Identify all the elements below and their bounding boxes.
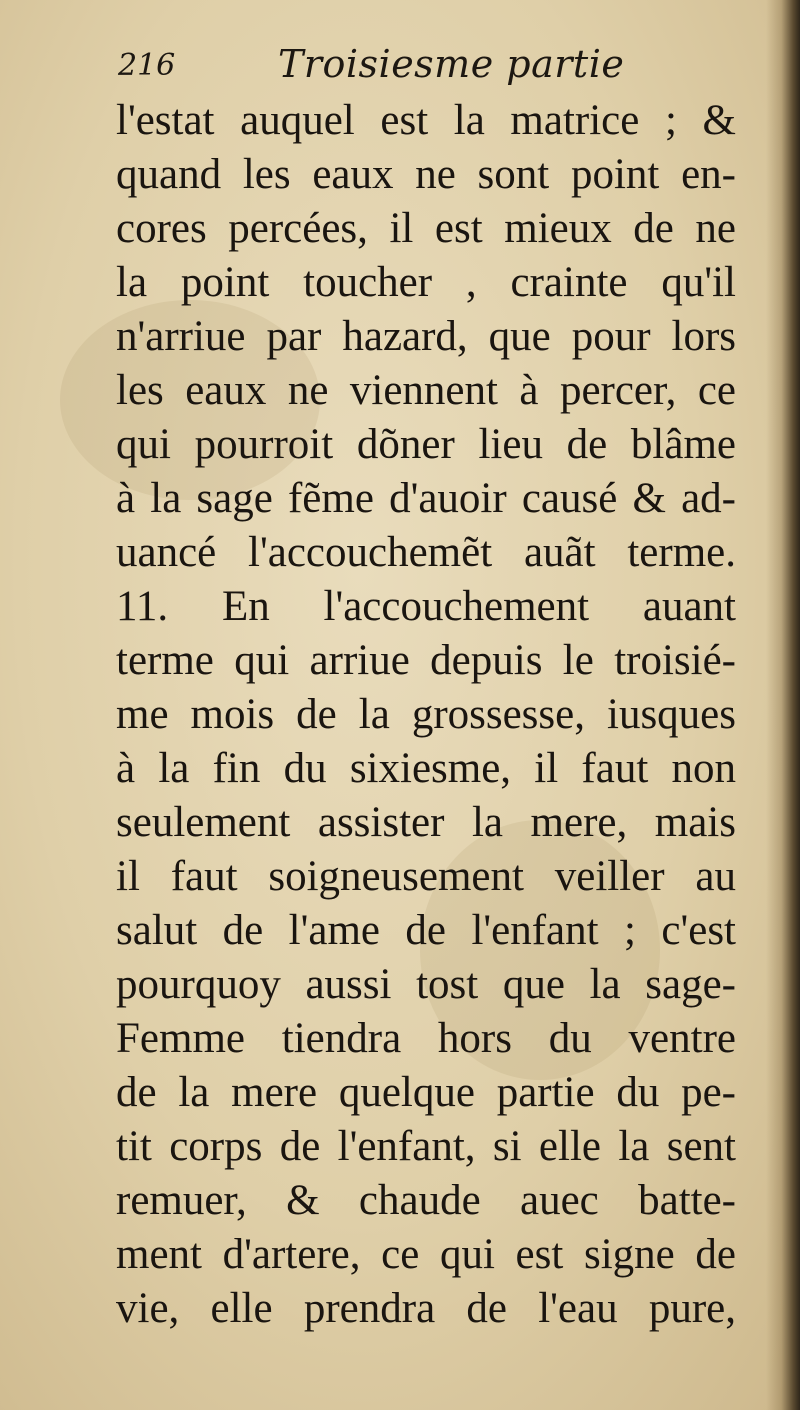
text-line: uancé l'accouchemẽt auãt terme. — [116, 529, 736, 576]
text-line: à la sage fẽme d'auoir causé & ad- — [116, 475, 736, 522]
text-line: la point toucher , crainte qu'il — [116, 259, 736, 306]
text-line: il faut soigneusement veiller au — [116, 853, 736, 900]
page-gutter-shadow — [766, 0, 800, 1410]
text-line: n'arriue par hazard, que pour lors — [116, 313, 736, 360]
body-text — [116, 94, 736, 1336]
page-number: 216 — [118, 48, 176, 83]
text-line: seulement assister la mere, mais — [116, 799, 736, 846]
text-line: qui pourroit dõner lieu de blâme — [116, 421, 736, 468]
text-line: de la mere quelque partie du pe- — [116, 1069, 736, 1116]
text-line: cores percées, il est mieux de ne — [116, 205, 736, 252]
text-line: les eaux ne viennent à percer, ce — [116, 367, 736, 414]
text-line: salut de l'ame de l'enfant ; c'est — [116, 907, 736, 954]
text-line: tit corps de l'enfant, si elle la sent — [116, 1123, 736, 1170]
text-line: à la fin du sixiesme, il faut non — [116, 745, 736, 792]
text-line: pourquoy aussi tost que la sage- — [116, 961, 736, 1008]
running-head: Troisiesme partie — [278, 42, 625, 86]
text-line: remuer, & chaude auec batte- — [116, 1177, 736, 1224]
text-line: quand les eaux ne sont point en- — [116, 151, 736, 198]
text-line: Femme tiendra hors du ventre — [116, 1015, 736, 1062]
text-line: vie, elle prendra de l'eau pure, — [116, 1285, 736, 1332]
text-line: me mois de la grossesse, iusques — [116, 691, 736, 738]
text-line: terme qui arriue depuis le troisié- — [116, 637, 736, 684]
page-header — [118, 42, 718, 92]
text-line: ment d'artere, ce qui est signe de — [116, 1231, 736, 1278]
text-line: 11. En l'accouchement auant — [116, 583, 736, 630]
text-line: l'estat auquel est la matrice ; & — [116, 97, 736, 144]
